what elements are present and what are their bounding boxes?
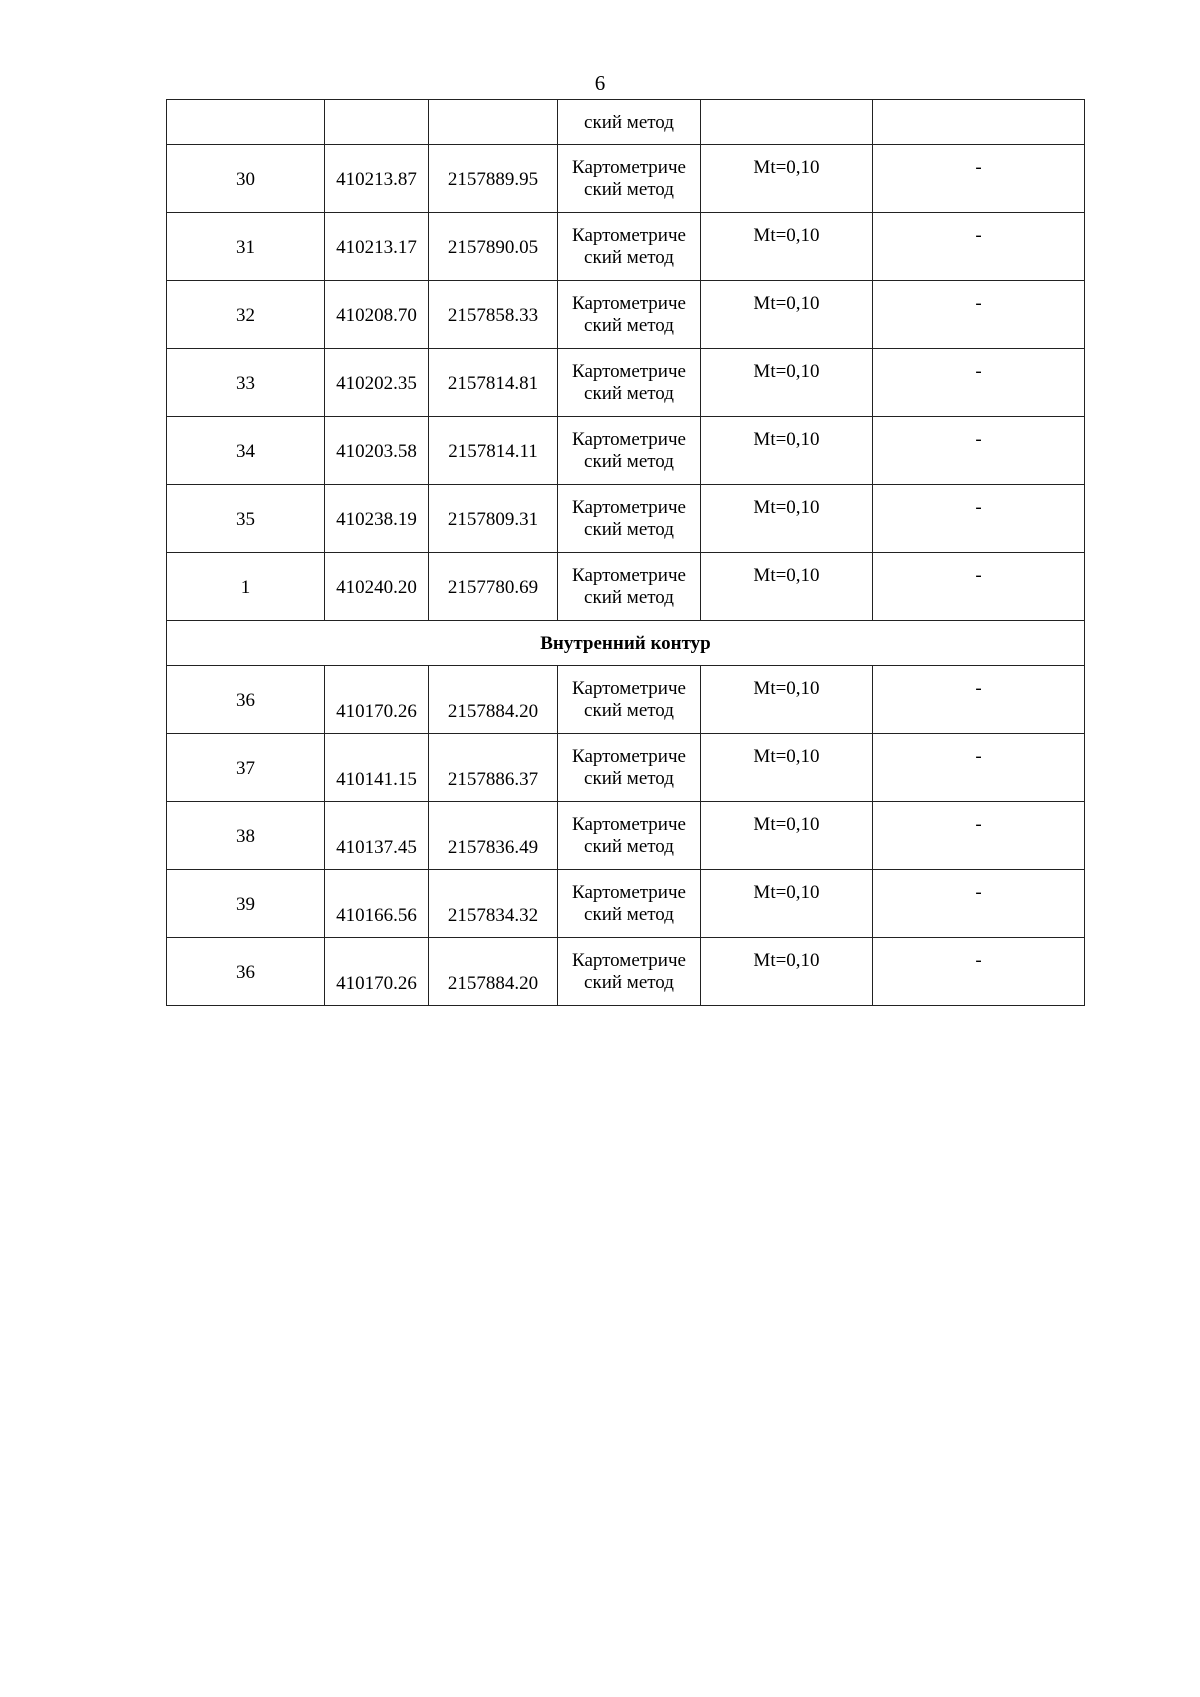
note-cell [873, 553, 1085, 621]
accuracy-text: Mt=0,10 [753, 225, 820, 246]
page-number: 6 [594, 71, 606, 95]
method-cell [558, 734, 701, 802]
note-cell [873, 485, 1085, 553]
point-cell [167, 349, 325, 417]
y-text: 2157890.05 [447, 237, 539, 258]
y-text: 2157814.11 [448, 441, 538, 462]
note-cell [873, 349, 1085, 417]
x-text: 410203.58 [336, 441, 417, 462]
table-row [167, 938, 1085, 1006]
method-cell [558, 281, 701, 349]
table-row [167, 417, 1085, 485]
method-text [558, 145, 700, 201]
point-text: 35 [236, 509, 255, 530]
table-row [167, 802, 1085, 870]
x-text: 410137.45 [336, 837, 417, 858]
table-row [167, 213, 1085, 281]
table-row [167, 145, 1085, 213]
x-cell [325, 802, 429, 870]
method-text [558, 802, 700, 858]
x-cell [325, 870, 429, 938]
method-text [558, 870, 700, 926]
table-row [167, 349, 1085, 417]
point-cell [167, 100, 325, 145]
note-text: - [975, 429, 982, 450]
section-row [167, 621, 1085, 666]
point-cell [167, 281, 325, 349]
x-cell [325, 417, 429, 485]
method-line-2: ский метод [584, 247, 674, 268]
method-cell [558, 100, 701, 145]
table-row [167, 281, 1085, 349]
method-line-1: Картометриче [572, 950, 686, 971]
y-cell [429, 145, 558, 213]
x-text: 410213.87 [336, 169, 417, 190]
y-cell [429, 349, 558, 417]
method-line-2: ский метод [584, 179, 674, 200]
method-cell [558, 485, 701, 553]
method-line-1: Картометриче [572, 361, 686, 382]
method-text [558, 938, 700, 994]
y-cell [429, 100, 558, 145]
note-cell [873, 870, 1085, 938]
y-cell [429, 734, 558, 802]
point-text: 38 [236, 826, 255, 847]
accuracy-cell [701, 213, 873, 281]
accuracy-cell [701, 666, 873, 734]
note-text: - [975, 157, 982, 178]
note-cell [873, 734, 1085, 802]
y-cell [429, 938, 558, 1006]
method-cell [558, 938, 701, 1006]
point-cell [167, 213, 325, 281]
accuracy-text: Mt=0,10 [753, 882, 820, 903]
point-text: 36 [236, 962, 255, 983]
accuracy-cell [701, 485, 873, 553]
accuracy-cell [701, 349, 873, 417]
method-text: ский метод [584, 112, 674, 133]
method-line-1: Картометриче [572, 882, 686, 903]
point-text: 30 [236, 169, 255, 190]
table-row [167, 666, 1085, 734]
note-cell [873, 281, 1085, 349]
method-line-2: ский метод [584, 519, 674, 540]
method-line-2: ский метод [584, 587, 674, 608]
x-text: 410240.20 [336, 577, 417, 598]
note-text: - [975, 678, 982, 699]
y-text: 2157836.49 [447, 837, 539, 858]
point-text: 33 [236, 373, 255, 394]
method-text [558, 349, 700, 405]
note-text: - [975, 814, 982, 835]
continuation-row [167, 100, 1085, 145]
x-text: 410141.15 [336, 769, 417, 790]
accuracy-text: Mt=0,10 [753, 293, 820, 314]
accuracy-cell [701, 100, 873, 145]
y-text: 2157809.31 [447, 509, 539, 530]
accuracy-text: Mt=0,10 [753, 157, 820, 178]
method-line-2: ский метод [584, 315, 674, 336]
method-line-2: ский метод [584, 451, 674, 472]
method-line-1: Картометриче [572, 157, 686, 178]
method-line-1: Картометриче [572, 565, 686, 586]
y-cell [429, 485, 558, 553]
x-cell [325, 281, 429, 349]
x-cell [325, 145, 429, 213]
accuracy-text: Mt=0,10 [753, 814, 820, 835]
note-cell [873, 100, 1085, 145]
method-cell [558, 666, 701, 734]
accuracy-text: Mt=0,10 [753, 678, 820, 699]
y-cell [429, 281, 558, 349]
y-text: 2157814.81 [447, 373, 539, 394]
x-text: 410208.70 [336, 305, 417, 326]
accuracy-cell [701, 802, 873, 870]
point-text: 32 [236, 305, 255, 326]
accuracy-text: Mt=0,10 [753, 950, 820, 971]
method-line-2: ский метод [584, 836, 674, 857]
method-text [558, 281, 700, 337]
x-text: 410166.56 [336, 905, 417, 926]
method-line-2: ский метод [584, 383, 674, 404]
accuracy-text: Mt=0,10 [753, 429, 820, 450]
method-line-1: Картометриче [572, 429, 686, 450]
point-cell [167, 734, 325, 802]
section-title: Внутренний контур [540, 633, 711, 654]
method-line-1: Картометриче [572, 814, 686, 835]
y-cell [429, 213, 558, 281]
accuracy-cell [701, 734, 873, 802]
method-line-2: ский метод [584, 768, 674, 789]
y-cell [429, 802, 558, 870]
note-text: - [975, 882, 982, 903]
x-text: 410238.19 [336, 509, 417, 530]
method-line-1: Картометриче [572, 293, 686, 314]
x-text: 410170.26 [336, 973, 417, 994]
note-text: - [975, 746, 982, 767]
accuracy-text: Mt=0,10 [753, 746, 820, 767]
table-row [167, 734, 1085, 802]
note-text: - [975, 497, 982, 518]
x-cell [325, 100, 429, 145]
method-line-1: Картометриче [572, 225, 686, 246]
method-line-1: Картометриче [572, 746, 686, 767]
y-text: 2157884.20 [447, 701, 539, 722]
x-text: 410213.17 [336, 237, 417, 258]
x-cell [325, 553, 429, 621]
method-line-2: ский метод [584, 904, 674, 925]
point-cell [167, 870, 325, 938]
method-text [558, 666, 700, 722]
method-line-2: ский метод [584, 972, 674, 993]
y-text: 2157886.37 [447, 769, 539, 790]
point-cell [167, 145, 325, 213]
method-line-2: ский метод [584, 700, 674, 721]
x-cell [325, 938, 429, 1006]
accuracy-cell [701, 938, 873, 1006]
x-cell [325, 666, 429, 734]
y-cell [429, 553, 558, 621]
table-row [167, 870, 1085, 938]
accuracy-cell [701, 281, 873, 349]
point-cell [167, 802, 325, 870]
point-text: 31 [236, 237, 255, 258]
note-text: - [975, 293, 982, 314]
method-cell [558, 145, 701, 213]
method-line-1: Картометриче [572, 678, 686, 699]
point-text: 37 [236, 758, 255, 779]
point-text: 36 [236, 690, 255, 711]
note-text: - [975, 361, 982, 382]
method-cell [558, 213, 701, 281]
method-cell [558, 802, 701, 870]
method-cell [558, 870, 701, 938]
x-text: 410202.35 [336, 373, 417, 394]
point-cell [167, 485, 325, 553]
accuracy-cell [701, 553, 873, 621]
y-cell [429, 870, 558, 938]
note-cell [873, 213, 1085, 281]
method-line-1: Картометриче [572, 497, 686, 518]
method-cell [558, 349, 701, 417]
note-cell [873, 145, 1085, 213]
point-cell [167, 666, 325, 734]
method-text [558, 485, 700, 541]
method-text [558, 734, 700, 790]
method-text [558, 417, 700, 473]
note-text: - [975, 950, 982, 971]
x-cell [325, 349, 429, 417]
note-cell [873, 938, 1085, 1006]
y-text: 2157858.33 [447, 305, 539, 326]
accuracy-text: Mt=0,10 [753, 565, 820, 586]
accuracy-text: Mt=0,10 [753, 497, 820, 518]
note-cell [873, 666, 1085, 734]
table-row [167, 485, 1085, 553]
note-text: - [975, 225, 982, 246]
method-text [558, 213, 700, 269]
x-text: 410170.26 [336, 701, 417, 722]
coordinates-table [166, 99, 1085, 1006]
point-text: 39 [236, 894, 255, 915]
y-text: 2157889.95 [447, 169, 539, 190]
accuracy-cell [701, 870, 873, 938]
point-cell [167, 553, 325, 621]
method-text [558, 553, 700, 609]
point-cell [167, 938, 325, 1006]
y-text: 2157834.32 [447, 905, 539, 926]
note-cell [873, 417, 1085, 485]
y-text: 2157780.69 [447, 577, 539, 598]
x-cell [325, 734, 429, 802]
x-cell [325, 213, 429, 281]
x-cell [325, 485, 429, 553]
y-text: 2157884.20 [447, 973, 539, 994]
method-cell [558, 553, 701, 621]
table-row [167, 553, 1085, 621]
accuracy-cell [701, 145, 873, 213]
point-text: 34 [236, 441, 255, 462]
accuracy-text: Mt=0,10 [753, 361, 820, 382]
note-cell [873, 802, 1085, 870]
y-cell [429, 417, 558, 485]
note-text: - [975, 565, 982, 586]
accuracy-cell [701, 417, 873, 485]
point-cell [167, 417, 325, 485]
method-cell [558, 417, 701, 485]
section-cell [167, 621, 1085, 666]
point-text: 1 [240, 577, 251, 598]
y-cell [429, 666, 558, 734]
